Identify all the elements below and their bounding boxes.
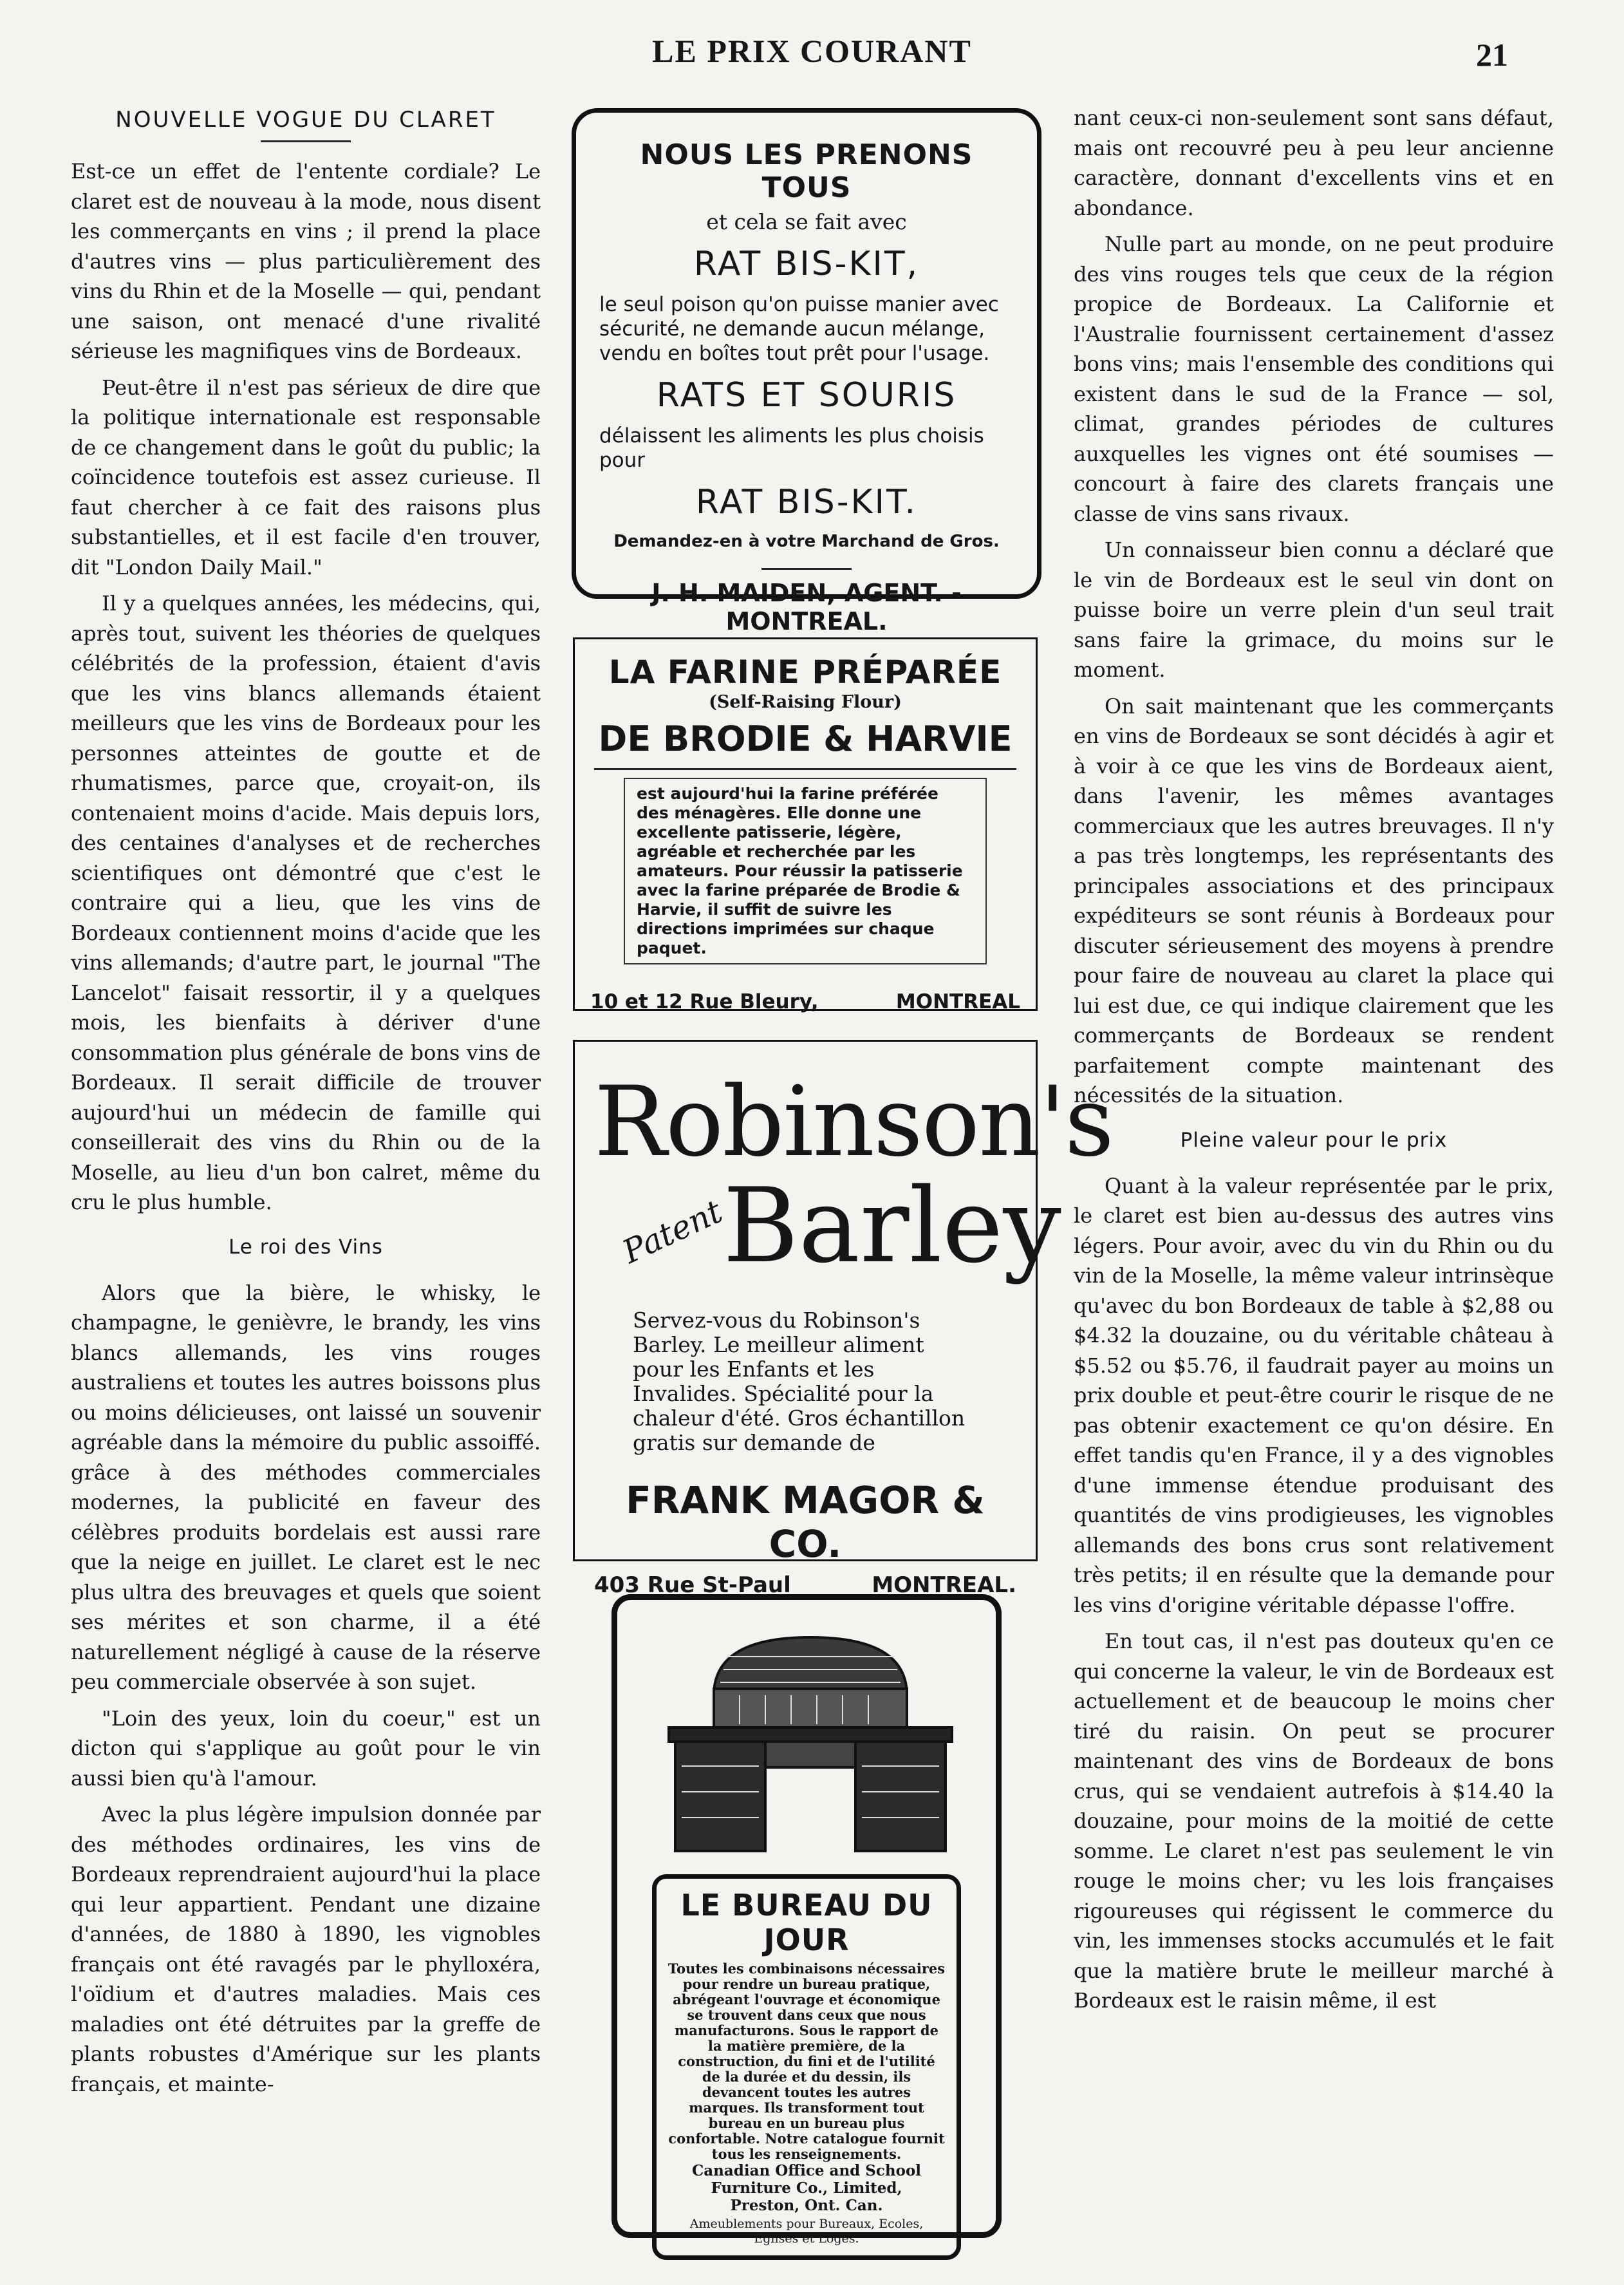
ad-rule	[594, 768, 1016, 770]
ad-product-name: RAT BIS-KIT,	[693, 245, 920, 283]
heading-rule	[261, 140, 351, 142]
paragraph: Un connaisseur bien connu a déclaré que le vin de Bordeaux est le seul vin dont on puisse boire un verre plein d'un seul trait sans faire la grimace, du moins sur le moment.	[1074, 538, 1554, 682]
paragraph: Avec la plus légère impulsion donnée par des méthodes ordinaires, les vins de Bordeaux reprendraient aujourd'hui la place qui leur appartient. Pendant une dizaine d'années, de 1880 à 1890, les vignobles français ont été ravagés par le phylloxéra, l'oïdium et d'autres maladies. Mais ces maladies ont été détruites par la greffe de plants robustes d'Amérique sur les plants français, et mainte-	[71, 1802, 541, 2096]
paragraph: On sait maintenant que les commerçants en vins de Bordeaux se sont décidés à agir et à voir à ce que les vins de Bordeaux aient, dans l'avenir, les mêmes avantages commerciaux que les autres breuvages. Il n'y a pas très longtemps, les représentants des principales associations et des principaux expéditeurs se sont réunis à Bordeaux pour discuter sérieusement des moyens à prendre pour faire de nouveau au claret la place qui lui est due, ce qui indique clairement que les commerçants de Bordeaux se rendent parfaitement compte maintenant des nécessités de la situation.	[1074, 693, 1554, 1107]
ad-title: LE BUREAU DU JOUR	[680, 1888, 933, 1957]
ad-farine-brodie-harvie	[573, 637, 1038, 1011]
paragraph: Quant à la valeur représentée par le prix, le claret est bien au-dessus des autres vins légers. Pour avoir, avec du vin du Rhin ou du vin de la Moselle, la même valeur intrinsèque qu'avec du bon Bordeaux de table à $2,88 ou $4.32 la douzaine, ou du véritable château à $5.52 ou $5.76, il faudrait payer au moins un prix double et peut-être courir le risque de ne pas obtenir exactement ce qu'on désire. En effet tandis qu'en France, il y a des vignobles d'une immense étendue produisant des quantités de vins prodigieuses, les vignobles allemands des bons crus sont relativement très petits; il en résulte que la demande pour les vins d'origine véritable dépasse l'offre.	[1074, 1173, 1554, 1617]
paragraph: En tout cas, il n'est pas douteux qu'en ce qui concerne la valeur, le vin de Bordeaux est actuellement et de beaucoup le moins cher tiré du raisin. On peut se procurer maintenant des vins de Bordeaux de bons crus, qui se vendaient autrefois à $14.40 la douzaine, pour moins de la moitié de cette somme. Le claret n'est pas seulement le vin rouge le moins cher; vu les lois françaises rigoureuses qui régissent le commerce du vin, les immenses stocks accumulés et le fait que la matière brute le meilleur marché à Bordeaux est le raisin même, il est	[1074, 1629, 1554, 2013]
ad-description: est aujourd'hui la farine préférée des ménagères. Elle donne une excellente patisserie, légère, agréable et recherchée par les amateurs. Pour réussir la patisserie avec la farine préparée de Brodie & Harvie, il suffit de suivre les directions imprimées sur chaque paquet.	[624, 778, 987, 964]
section-subheading: Pleine valeur pour le prix	[1180, 1128, 1448, 1152]
ad-subtitle: (Self-Raising Flour)	[709, 692, 902, 712]
ad-city: MONTREAL	[895, 990, 1020, 1013]
ad-description: le seul poison qu'on puisse manier avec sécurité, ne demande aucun mélange, vendu en boîtes tout prêt pour l'usage.	[599, 293, 999, 365]
ad-line: et cela se fait avec	[706, 209, 907, 234]
paragraph: Nulle part au monde, on ne peut produire des vins rouges tels que ceux de la région propice de Bordeaux. La Californie et l'Australie fournissent certainement d'assez bons vins; mais l'ensemble des conditions qui existent dans le sud de la France — sol, climat, grandes périodes de cultures auxquelles les vignes ont été soumises — concourt à faire des clarets français une classe de vins sans rivaux.	[1074, 232, 1554, 526]
ad-company-line: Preston, Ont. Can.	[730, 2197, 883, 2214]
ad-description: Toutes les combinaisons nécessaires pour rendre un bureau pratique, abrégeant l'ouvrage et économique se trouvent dans ceux que nous manufacturons. Sous le rapport de la matière première, de la construction, du fini et de l'utilité de la durée et du dessin, ils devancent toutes les autres marques. Ils transforment tout bureau en un bureau plus confortable. Notre catalogue fournit tous les renseignements.	[667, 1961, 946, 2162]
rolltop-desk-illustration	[643, 1618, 978, 1856]
ad-address: 10 et 12 Rue Bleury,	[590, 990, 819, 1013]
ad-product-name: RAT BIS-KIT.	[695, 483, 918, 522]
ad-brand: Robinson's	[594, 1066, 1113, 1178]
ad-rat-biskit	[572, 108, 1041, 635]
ad-rule	[761, 568, 852, 570]
ad-headline: RATS ET SOURIS	[656, 376, 957, 415]
ad-robinsons-barley	[573, 1040, 1113, 1598]
ad-call-to-action: Demandez-en à votre Marchand de Gros.	[613, 532, 1000, 551]
ad-title: NOUS LES PRENONS TOUS	[640, 138, 973, 204]
ad-company: FRANK MAGOR & CO.	[626, 1478, 985, 1566]
ad-product: Barley	[723, 1165, 1061, 1286]
paragraph: nant ceux-ci non-seulement sont sans défaut, mais ont recouvré peu à peu leur ancienne caractère, donnant d'excellents vins et en abondance.	[1074, 106, 1554, 220]
ad-agent: J. H. MAIDEN, AGENT. - MONTREAL.	[651, 579, 962, 635]
section-subheading: Le roi des Vins	[229, 1235, 383, 1259]
paragraph: Peut-être il n'est pas sérieux de dire que la politique internationale est responsable de ce changement dans le goût du public; la coïncidence toutefois est assez curieuse. Il faut chercher à ce fait des raisons plus substantielles, et il est facile d'en trouver, dit "London Daily Mail."	[71, 375, 541, 579]
ad-brand: DE BRODIE & HARVIE	[598, 719, 1013, 759]
ad-title: LA FARINE PRÉPARÉE	[608, 654, 1002, 691]
paragraph: Il y a quelques années, les médecins, qui, après tout, suivent les théories de quelques célébrités de la profession, étaient d'avis que les vins blancs allemands étaient meilleurs que les vins de Bordeaux pour les personnes atteintes de goutte et de rhumatismes, parce que, croyait-on, ils contenaient moins d'acide. Mais depuis lors, des centaines d'analyses et de recherches scientifiques ont démontré que c'est le contraire qui a lieu, que les vins de Bordeaux contiennent moins d'acide que les vins allemands; d'autre part, le journal "The Lancelot" faisait ressortir, il y a quelques mois, les bienfaits à dériver d'une consommation plus générale de bons vins de Bordeaux. Il serait difficile de trouver aujourd'hui un médecin de famille qui conseillerait des vins du Rhin ou de la Moselle, au lieu d'un bon calret, même du cru le plus humble.	[71, 591, 541, 1214]
ad-description: délaissent les aliments les plus choisis pour	[599, 424, 984, 472]
ad-company-line: Furniture Co., Limited,	[711, 2179, 902, 2197]
paragraph: Est-ce un effet de l'entente cordiale? Le claret est de nouveau à la mode, nous disent les commerçants en vins ; il prend la place d'autres vins — plus particulièrement des vins du Rhin et de la Moselle — qui, pendant une saison, ont menacé d'une rivalité sérieuse les magnifiques vins de Bordeaux.	[71, 159, 541, 363]
ad-bureau-du-jour	[611, 1594, 1002, 2246]
ad-city: MONTREAL.	[872, 1572, 1016, 1598]
ad-brand-row	[594, 1165, 1061, 1286]
page-header-title: LE PRIX COURANT	[652, 33, 972, 69]
ad-company-line: Canadian Office and School	[691, 2162, 922, 2179]
page-number: 21	[1476, 37, 1508, 73]
ad-description: Servez-vous du Robinson's Barley. Le meilleur aliment pour les Enfants et les Invalides. Spécialité pour la chaleur d'été. Gros échantillon gratis sur demande de	[633, 1308, 966, 1455]
paragraph: Alors que la bière, le whisky, le champagne, le genièvre, le brandy, les vins blancs allemands, les vins rouges australiens et toutes les autres boissons plus ou moins délicieuses, ont laissé un souvenir agréable dans la mémoire du public assoiffé. grâce à des méthodes commerciales modernes, la publicité en faveur des célèbres produits bordelais est aussi rare que la neige en juillet. Le claret est le nec plus ultra des breuvages et quels que soient ses mérites et son charme, il a été naturellement négligé à cause de la réserve peu commerciale observée à son sujet.	[71, 1280, 541, 1694]
article-heading: NOUVELLE VOGUE DU CLARET	[115, 107, 496, 133]
ad-footer: Ameublements pour Bureaux, Ecoles, Eglises et Loges.	[689, 2217, 924, 2246]
right-column	[1074, 103, 1554, 2022]
ad-text-panel	[652, 1874, 961, 2260]
ad-footer	[590, 990, 1020, 1013]
left-column	[71, 103, 541, 2105]
paragraph: "Loin des yeux, loin du coeur," est un dicton qui s'applique au goût pour le vin aussi bien qu'à l'amour.	[71, 1706, 541, 1791]
ad-address: 403 Rue St-Paul	[594, 1572, 791, 1598]
ad-patent-label: Patent	[617, 1192, 728, 1271]
